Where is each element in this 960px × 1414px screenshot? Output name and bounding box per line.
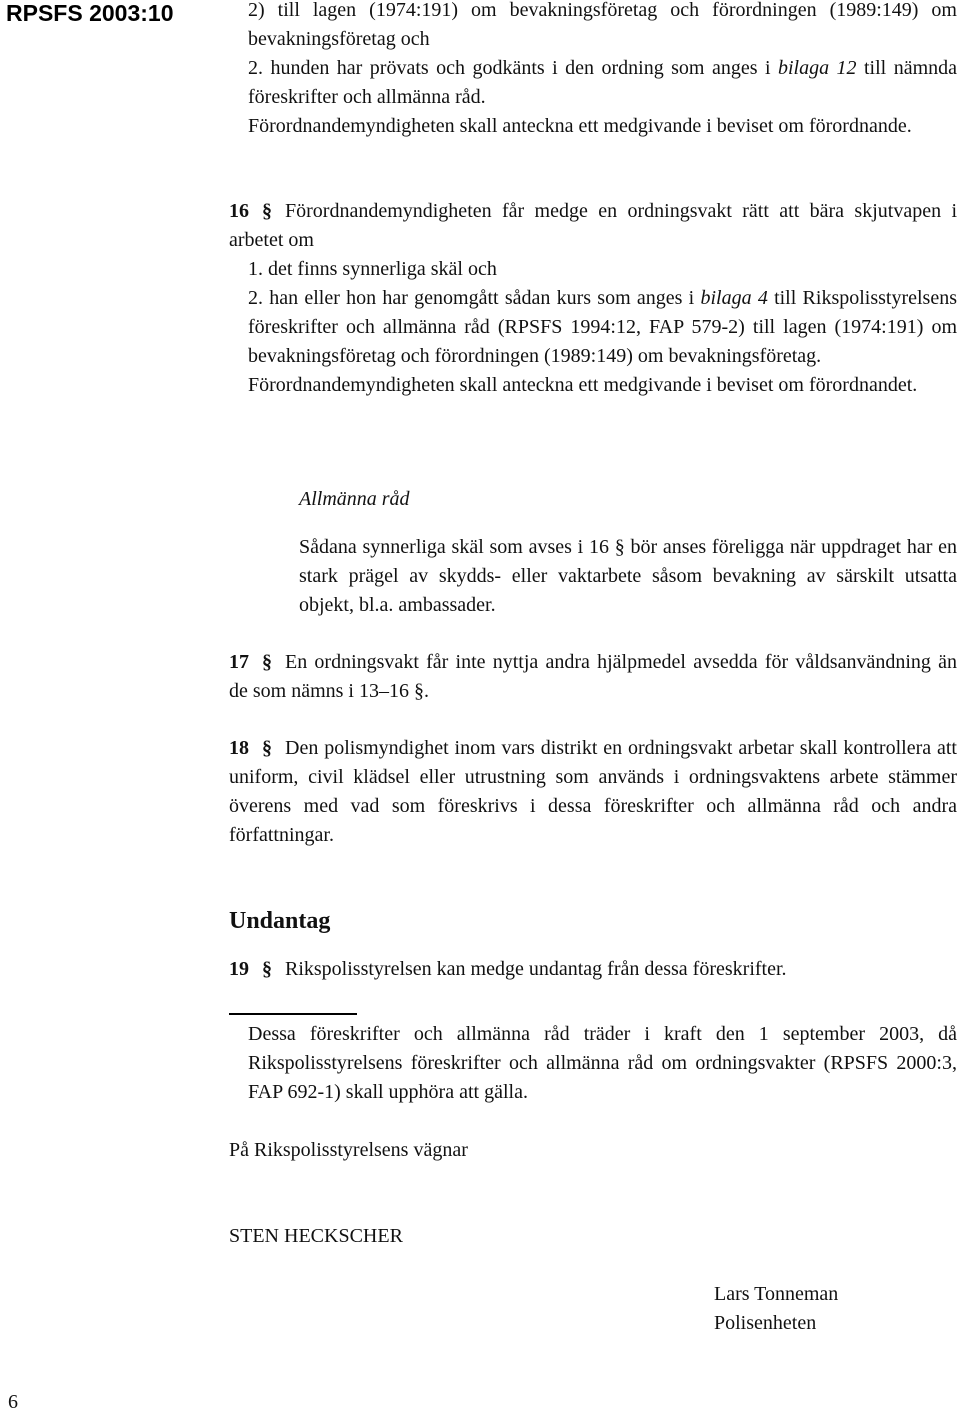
section-16 [229,197,957,400]
allmanna-rad-text: Sådana synnerliga skäl som avses i 16 § bör anses föreligga när uppdraget har en stark prägel av skydds- eller vaktarbete såsom bevakning av särskilt utsatta objekt, bl.a. ambassader. [299,536,957,616]
section-16-number: 16 [229,200,249,222]
signer-2-unit: Polisenheten [714,1312,817,1334]
section-16-text: 16 § Förordnandemyndigheten får medge en ordningsvakt rätt att bära skjutvapen i arbetet om [229,197,957,255]
signer-1: STEN HECKSCHER [229,1225,403,1247]
intro-block [229,0,957,141]
section-19 [229,955,957,984]
section-17 [229,648,957,706]
intro-line-3: Förordnandemyndigheten skall anteckna ett medgivande i beviset om förordnande. [248,115,912,137]
section-sign-icon: § [414,680,424,702]
intro-line-1: 2) till lagen (1974:191) om bevakningsföretag och förordningen (1989:149) om bevakningsföretag och [248,0,957,50]
section-16-item-2: 2. han eller hon har genomgått sådan kurs som anges i bilaga 4 till Rikspolisstyrelsens föreskrifter och allmänna råd (RPSFS 1994:12, FAP 579-2) till lagen (1974:191) om bevakningsföretag och förordningen (1989:149) om bevakningsföretag. [248,287,957,367]
on-behalf-line: På Rikspolisstyrelsens vägnar [229,1139,468,1161]
section-17-number: 17 [229,651,249,673]
section-16-after: Förordnandemyndigheten skall anteckna ett medgivande i beviset om förordnandet. [248,374,918,396]
document-series-header: RPSFS 2003:10 [6,0,174,26]
section-18-number: 18 [229,737,249,759]
section-sign-icon: § [262,737,272,759]
section-17-text: 17 § En ordningsvakt får inte nyttja andra hjälpmedel avsedda för våldsanvändning än de som nämns i 13–16 §. [229,648,957,706]
section-sign-icon: § [614,536,625,558]
separator-rule [229,1013,357,1015]
undantag-heading: Undantag [229,908,331,934]
section-sign-icon: § [262,200,272,222]
page-number: 6 [8,1391,18,1413]
intro-line-2: 2. hunden har prövats och godkänts i den ordning som anges i bilaga 12 till nämnda föreskrifter och allmänna råd. [248,57,957,108]
section-18-text: 18 § Den polismyndighet inom vars distrikt en ordningsvakt arbetar skall kontrollera att uniform, civil klädsel eller utrustning som används i ordningsvaktens arbete stämmer överens med vad som föreskrivs i dessa föreskrifter och allmänna råd och andra författningar. [229,734,957,850]
closing-provision [229,1020,957,1107]
allmanna-rad-heading: Allmänna råd [299,488,410,510]
closing-text: Dessa föreskrifter och allmänna råd träder i kraft den 1 september 2003, då Rikspolisstyrelsens föreskrifter och allmänna råd om ordningsvakter (RPSFS 2000:3, FAP 692-1) skall upphöra att gälla. [248,1023,957,1103]
section-19-text: 19 § Rikspolisstyrelsen kan medge undantag från dessa föreskrifter. [229,955,957,984]
section-sign-icon: § [262,651,272,673]
signer-2-name: Lars Tonneman [714,1283,839,1305]
section-sign-icon: § [262,958,272,980]
section-18 [229,734,957,850]
section-19-number: 19 [229,958,249,980]
section-16-item-1: 1. det finns synnerliga skäl och [248,258,497,280]
